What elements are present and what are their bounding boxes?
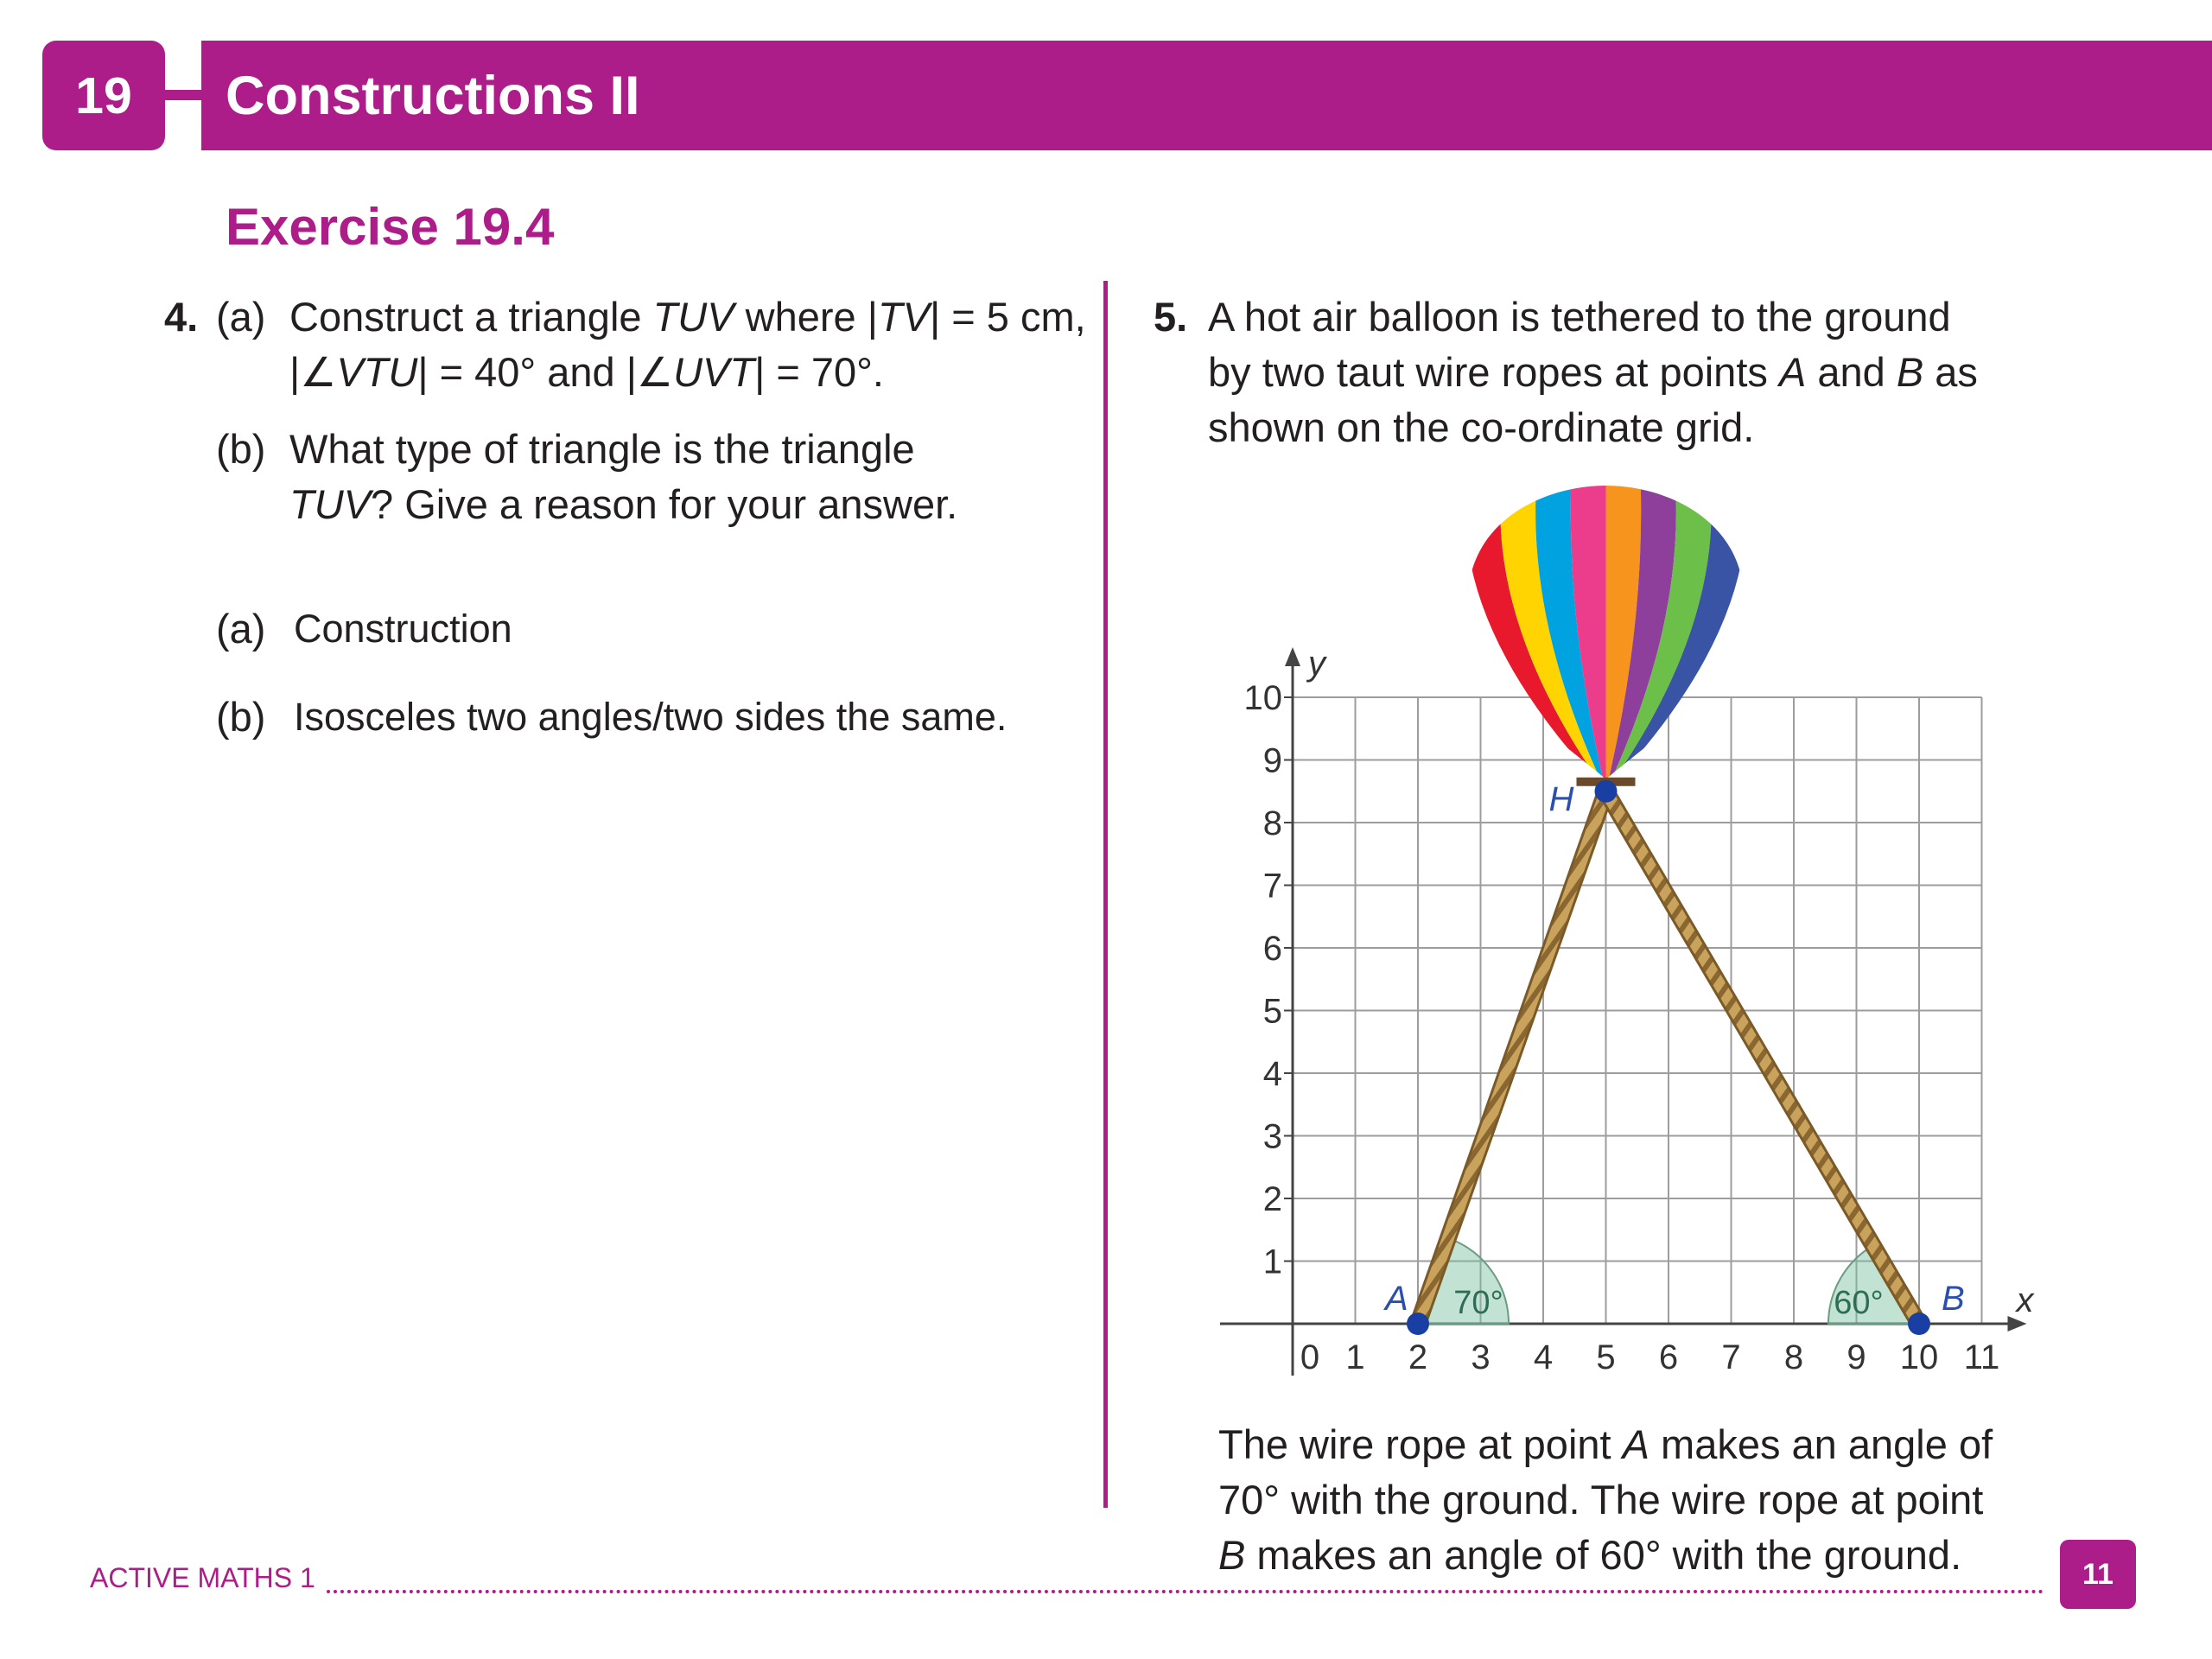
- angle-label-a: 70°: [1453, 1285, 1503, 1321]
- column-divider: [1103, 281, 1108, 1508]
- grid-lines: [1293, 697, 1982, 1324]
- y-axis-label: y: [1308, 645, 1325, 683]
- point-a-label: A: [1385, 1280, 1408, 1318]
- y-axis-arrow: [1285, 647, 1300, 666]
- x-tick-label: 0: [1300, 1338, 1320, 1376]
- x-tick-labels: [1300, 1338, 1999, 1376]
- point-b-marker: [1908, 1313, 1930, 1335]
- x-tick-label: 3: [1471, 1338, 1491, 1376]
- question-5-closing-text: The wire rope at point A makes an angle of 70° with the ground. The wire rope at point B makes an angle of 60° with the ground.: [1218, 1421, 1993, 1578]
- y-tick-label: 3: [1262, 1117, 1282, 1156]
- y-tick-label: 10: [1243, 679, 1282, 717]
- y-tick-label: 5: [1262, 992, 1282, 1031]
- y-tick-label: 2: [1262, 1180, 1282, 1218]
- question-5-number: 5.: [1154, 294, 1188, 340]
- y-tick-label: 8: [1262, 804, 1282, 842]
- answer-a-label: (a): [216, 606, 266, 652]
- rope-a: [1418, 791, 1606, 1324]
- x-tick-label: 4: [1533, 1338, 1554, 1376]
- coordinate-grid-graph: [1192, 467, 2056, 1400]
- x-tick-label: 2: [1408, 1338, 1428, 1376]
- y-tick-label: 7: [1262, 867, 1282, 906]
- question-4a-label: (a): [216, 294, 266, 340]
- answer-a-text: Construction: [294, 607, 512, 651]
- point-h-marker: [1595, 780, 1618, 803]
- x-tick-label: 8: [1783, 1338, 1804, 1376]
- chapter-number-badge: [42, 41, 165, 150]
- answer-b-label: (b): [216, 694, 266, 740]
- chapter-title: Constructions II: [226, 65, 640, 126]
- question-4-number: 4.: [164, 294, 199, 340]
- answer-b-text: Isosceles two angles/two sides the same.: [294, 695, 1007, 739]
- chapter-number: 19: [75, 67, 132, 124]
- x-tick-label: 10: [1899, 1338, 1939, 1376]
- point-h-label: H: [1548, 779, 1574, 818]
- page-number-badge: [2060, 1540, 2136, 1609]
- y-tick-label: 4: [1262, 1055, 1282, 1093]
- x-tick-label: 5: [1596, 1338, 1616, 1376]
- x-tick-label: 11: [1963, 1338, 2000, 1376]
- chapter-title-bar: [201, 41, 2212, 150]
- x-tick-label: 6: [1658, 1338, 1679, 1376]
- footer-brand: ACTIVE MATHS 1: [90, 1562, 315, 1593]
- question-4a-text: Construct a triangle TUV where |TV| = 5 cm, |∠VTU| = 40° and |∠UVT| = 70°.: [289, 294, 1086, 395]
- rope-b: [1606, 791, 1920, 1324]
- x-tick-label: 1: [1345, 1338, 1365, 1376]
- chapter-connector: [161, 90, 204, 100]
- y-tick-label: 6: [1262, 930, 1282, 968]
- point-a-marker: [1407, 1313, 1429, 1335]
- footer-dotted-rule: [327, 1590, 2044, 1593]
- question-4b-text: What type of triangle is the triangle TUV? Give a reason for your answer.: [289, 426, 958, 527]
- x-tick-label: 7: [1721, 1338, 1741, 1376]
- question-4b-label: (b): [216, 426, 266, 472]
- x-axis-label: x: [2016, 1281, 2034, 1319]
- point-b-label: B: [1942, 1280, 1965, 1318]
- balloon-gores: [1465, 477, 1747, 791]
- y-tick-labels: [1244, 679, 1294, 1281]
- exercise-title: Exercise 19.4: [226, 198, 555, 256]
- y-tick-label: 1: [1262, 1243, 1282, 1281]
- page-number: 11: [2082, 1557, 2113, 1591]
- hot-air-balloon-icon: [1465, 477, 1747, 791]
- angle-label-b: 60°: [1834, 1285, 1884, 1321]
- x-tick-label: 9: [1847, 1338, 1866, 1376]
- y-tick-label: 9: [1262, 741, 1282, 780]
- question-5-text: A hot air balloon is tethered to the ground by two taut wire ropes at points A and B as shown on the co-ordinate grid.: [1208, 294, 1978, 450]
